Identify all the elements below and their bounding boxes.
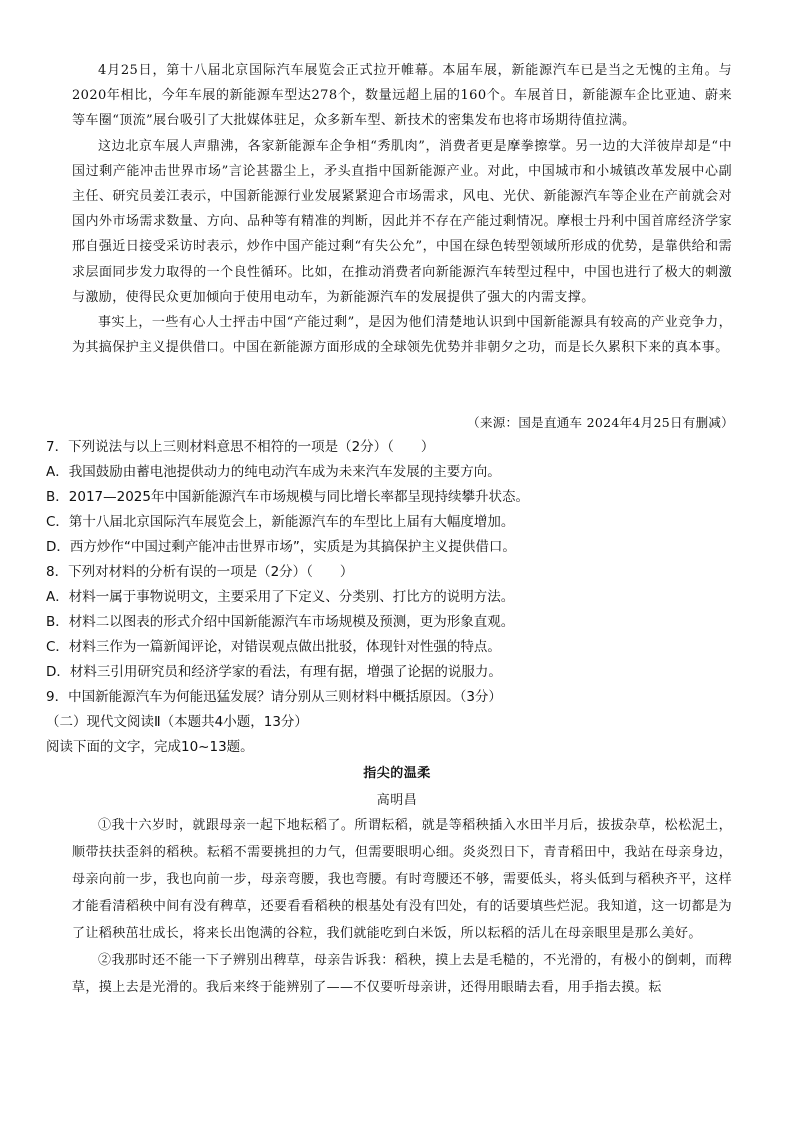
question-9: 9．中国新能源汽车为何能迅猛发展？请分别从三则材料中概括原因。（3分） (46, 689, 502, 705)
essay-paragraph: ②我那时还不能一下子辨别出稗草，母亲告诉我：稻秧，摸上去是毛糙的，不光滑的，有极小的倒刺，而稗草，摸上去是光滑的。我后来终于能辨别了——不仅要听母亲讲，还得用眼睛去看，用手指去摸。耘 (72, 953, 732, 995)
article-paragraph: 4月25日，第十八届北京国际汽车展览会正式拉开帷幕。本届车展，新能源汽车已是当之无愧的主角。与2020年相比，今年车展的新能源车型达278个，数量远超上届的160个。车展首日，新能源车企比亚迪、蔚来等车圈“顶流”展台吸引了大批媒体驻足，众多新车型、新技术的密集发布也将市场期待值拉满。 (72, 63, 732, 129)
article-paragraph: 事实上，一些有心人士抨击中国“产能过剩”，是因为他们清楚地认识到中国新能源具有较高的产业竞争力，为其搞保护主义提供借口。中国在新能源方面形成的全球领先优势并非朝夕之功，而是长久累积下来的真本事。 (72, 315, 732, 356)
question-8-option-a: A．材料一属于事物说明文，主要采用了下定义、分类别、打比方的说明方法。 (46, 589, 515, 605)
question-8: 8．下列对材料的分析有误的一项是（2分）（ ） (46, 564, 354, 580)
question-7-option-b: B．2017—2025年中国新能源汽车市场规模与同比增长率都呈现持续攀升状态。 (46, 489, 529, 505)
essay-author: 高明昌 (376, 793, 418, 808)
question-7: 7．下列说法与以上三则材料意思不相符的一项是（2分）（ ） (46, 439, 435, 455)
essay-paragraph: ①我十六岁时，就跟母亲一起下地耘稻了。所谓耘稻，就是等稻秧插入水田半月后，拔拔杂草，松松泥土，顺带扶扶歪斜的稻秧。耘稻不需要挑担的力气，但需要眼明心细。炎炎烈日下，青青稻田中，我站在母亲身边，母亲向前一步，我也向前一步，母亲弯腰，我也弯腰。有时弯腰还不够，需要低头，将头低到与稻秧齐平，这样才能看清稻秧中间有没有稗草，还要看看稻秧的根基处有没有凹处，有的话要填些烂泥。我知道，这一切都是为了让稻秧茁壮成长，将来长出饱满的谷粒，我们就能吃到白米饭，所以耘稻的活儿在母亲眼里是那么美好。 (72, 818, 732, 941)
question-8-option-d: D．材料三引用研究员和经济学家的看法，有理有据，增强了论据的说服力。 (46, 664, 502, 680)
question-7-option-d: D．西方炒作“中国过剩产能冲击世界市场”，实质是为其搞保护主义提供借口。 (46, 539, 516, 555)
question-8-option-c: C．材料三作为一篇新闻评论，对错误观点做出批驳，体现针对性强的特点。 (46, 639, 501, 655)
material-3-article (72, 58, 732, 360)
essay-title: 指尖的温柔 (363, 766, 431, 781)
essay-body (72, 812, 732, 1001)
article-paragraph: 这边北京车展人声鼎沸，各家新能源车企争相“秀肌肉”，消费者更是摩拳擦掌。另一边的大洋彼岸却是“中国过剩产能冲击世界市场”言论甚嚣尘上，矛头直指中国新能源产业。对此，中国城市和小城镇改革发展中心副主任、研究员姜江表示，中国新能源行业发展紧紧迎合市场需求，风电、光伏、新能源汽车等企业在产前就会对国内外市场需求数量、方向、品种等有精准的判断，因此并不存在产能过剩情况。摩根士丹利中国首席经济学家邢自强近日接受采访时表示，炒作中国产能过剩“有失公允”，中国在绿色转型领域所形成的优势，是靠供给和需求层面同步发力取得的一个良性循环。比如，在推动消费者向新能源汽车转型过程中，中国也进行了极大的刺激与激励，使得民众更加倾向于使用电动车，为新能源汽车的发展提供了强大的内需支撑。 (72, 138, 732, 305)
question-list (46, 435, 746, 760)
reading-instruction: 阅读下面的文字，完成10~13题。 (46, 739, 254, 755)
question-8-option-b: B．材料二以图表的形式介绍中国新能源汽车市场规模及预测，更为形象直观。 (46, 614, 515, 630)
question-7-option-a: A．我国鼓励由蓄电池提供动力的纯电动汽车成为未来汽车发展的主要方向。 (46, 464, 501, 480)
article-source: （来源：国是直通车 2024年4月25日有删减） (467, 415, 734, 430)
section-heading: （二）现代文阅读Ⅱ（本题共4小题，13分） (46, 714, 308, 730)
question-7-option-c: C．第十八届北京国际汽车展览会上，新能源汽车的车型比上届有大幅度增加。 (46, 514, 515, 530)
